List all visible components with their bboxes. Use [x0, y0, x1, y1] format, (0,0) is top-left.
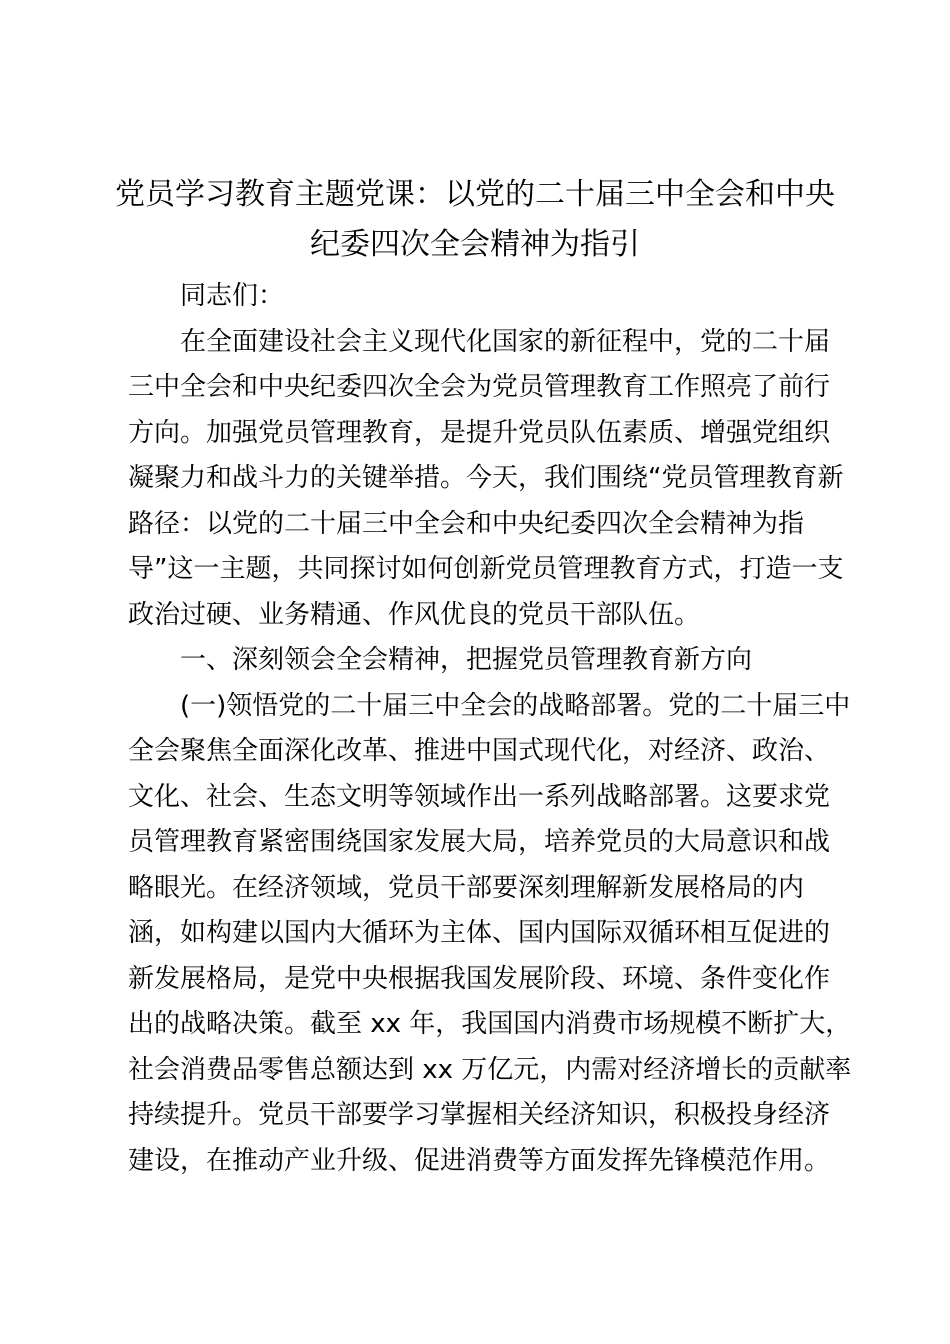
paragraph-line: 导”这一主题，共同探讨如何创新党员管理教育方式，打造一支	[128, 554, 844, 584]
paragraph-line: 三中全会和中央纪委四次全会为党员管理教育工作照亮了前行	[128, 372, 831, 402]
salutation: 同志们：	[180, 281, 285, 311]
paragraph-line: 新发展格局，是党中央根据我国发展阶段、环境、条件变化作	[128, 964, 831, 994]
document-title-line-2: 纪委四次全会精神为指引	[310, 227, 640, 262]
paragraph-line: 全会聚焦全面深化改革、推进中国式现代化，对经济、政治、	[128, 736, 831, 766]
document-title-line-1: 党员学习教育主题党课：以党的二十届三中全会和中央	[115, 177, 835, 212]
paragraph-line: 持续提升。党员干部要学习掌握相关经济知识，积极投身经济	[128, 1100, 831, 1130]
paragraph-line: 建设，在推动产业升级、促进消费等方面发挥先锋模范作用。	[128, 1146, 831, 1176]
paragraph-line: 文化、社会、生态文明等领域作出一系列战略部署。这要求党	[128, 782, 831, 812]
paragraph-line: 路径：以党的二十届三中全会和中央纪委四次全会精神为指	[128, 509, 805, 539]
paragraph-line: 出的战略决策。截至 xx 年，我国国内消费市场规模不断扩大，	[128, 1009, 852, 1039]
paragraph-line: 在全面建设社会主义现代化国家的新征程中，党的二十届	[180, 327, 831, 357]
paragraph-line: 员管理教育紧密围绕国家发展大局，培养党员的大局意识和战	[128, 827, 831, 857]
paragraph-line: 略眼光。在经济领域，党员干部要深刻理解新发展格局的内	[128, 873, 805, 903]
paragraph-line: 涵，如构建以国内大循环为主体、国内国际双循环相互促进的	[128, 918, 831, 948]
paragraph-line: 凝聚力和战斗力的关键举措。今天，我们围绕“党员管理教育新	[128, 463, 844, 493]
subsection-heading-line: (一)领悟党的二十届三中全会的战略部署。党的二十届三中	[180, 691, 851, 721]
section-heading: 一、深刻领会全会精神，把握党员管理教育新方向	[180, 645, 753, 675]
paragraph-line: 政治过硬、业务精通、作风优良的党员干部队伍。	[128, 600, 701, 630]
paragraph-line: 方向。加强党员管理教育，是提升党员队伍素质、增强党组织	[128, 418, 831, 448]
paragraph-line: 社会消费品零售总额达到 xx 万亿元，内需对经济增长的贡献率	[128, 1055, 852, 1085]
